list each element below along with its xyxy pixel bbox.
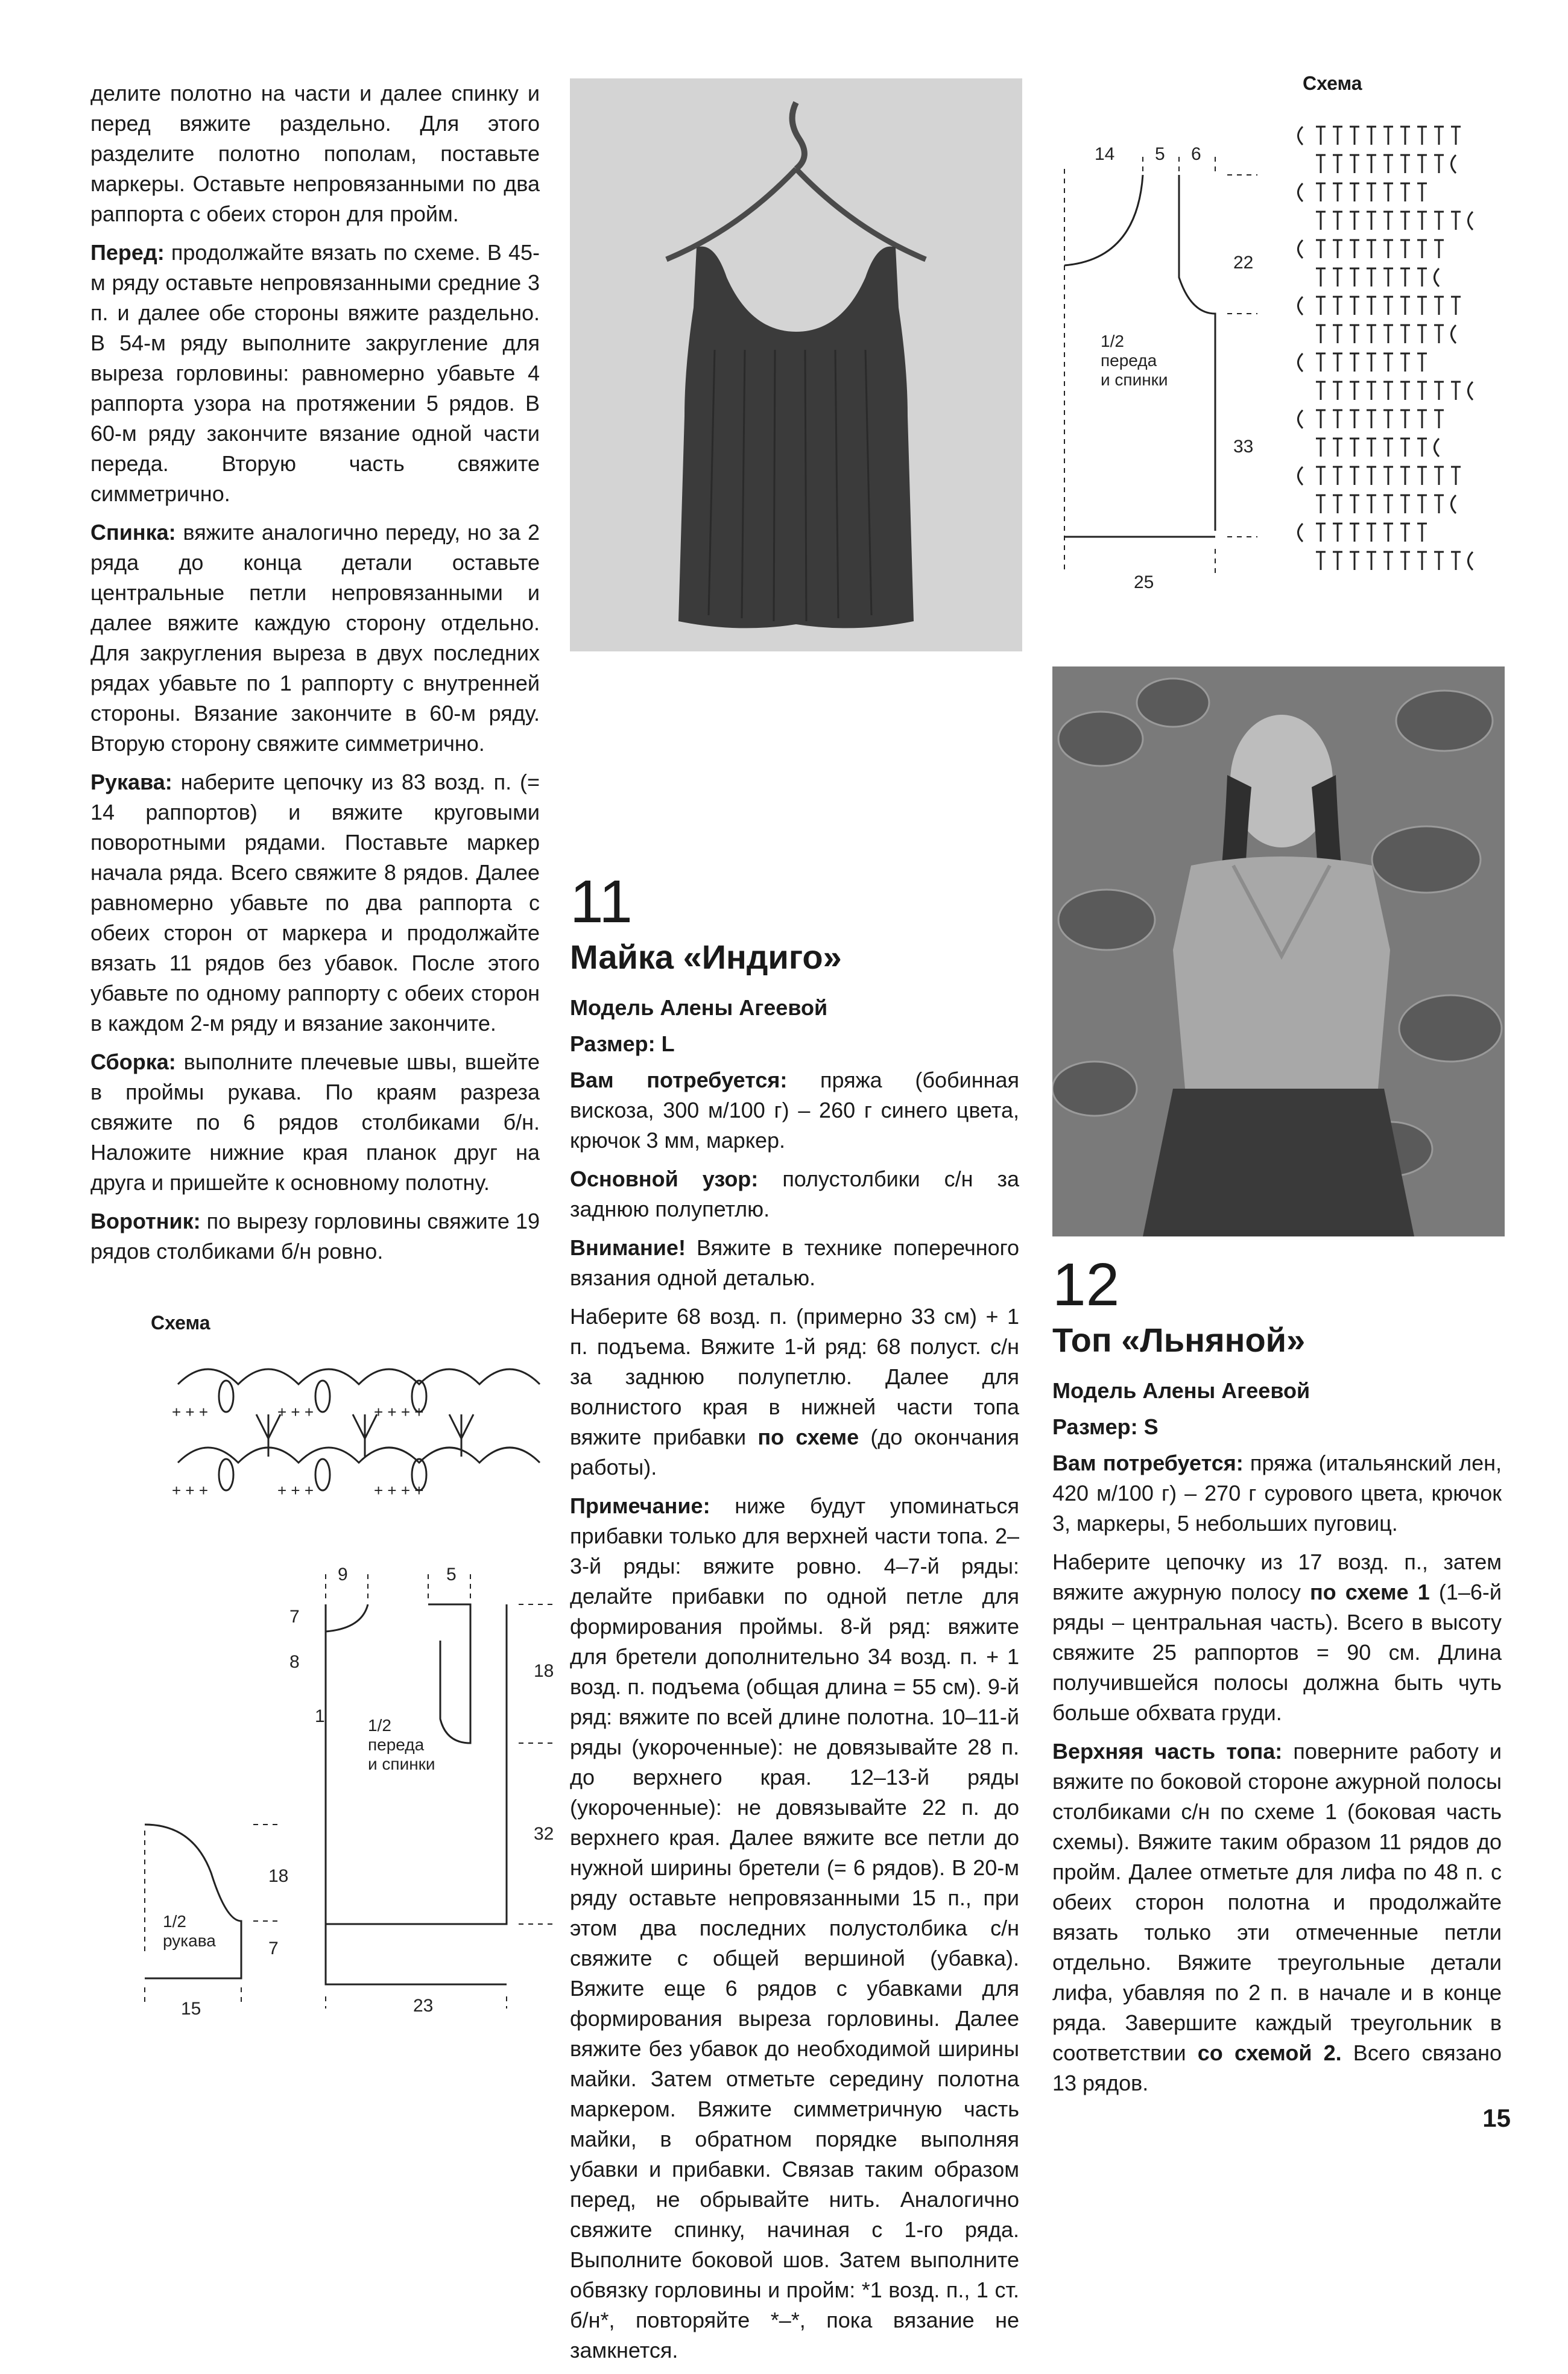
crochet-stitch-chart-right	[1285, 115, 1502, 585]
stitch-symbol	[1367, 353, 1376, 372]
stitch-symbol	[1417, 183, 1427, 201]
stitch-symbol	[1383, 297, 1393, 315]
intro-paragraph: делите полотно на части и далее спинку и перед вяжите раздельно. Для этого разделите полотно пополам, поставьте маркеры. Оставьте непровязанными по два раппорта с обеих сторон для пройм.	[90, 81, 540, 226]
stitch-symbol	[1316, 552, 1326, 570]
stitch-symbol	[1383, 155, 1393, 173]
stitch-symbol	[1350, 524, 1359, 542]
attention-text: Вяжите в технике поперечного вязания одной деталью.	[570, 1235, 1019, 1290]
sleeves-paragraph	[90, 767, 540, 1039]
stitch-symbol	[1367, 127, 1376, 145]
turn-arrow	[1298, 524, 1303, 542]
para1-c-linen: (1–6-й ряды – центральная часть). Всего в высоту свяжите 25 раппортов = 90 см. Длина получившейся полосы должна быть чуть больше обхвата груди.	[1052, 1580, 1502, 1725]
stitch-symbol	[1350, 297, 1359, 315]
stitch-symbol	[1333, 495, 1342, 513]
stitch-symbol	[1316, 297, 1326, 315]
assembly-text: выполните плечевые швы, вшейте в проймы рукава. По краям разреза свяжите по 6 рядов столбиками б/н. Наложите нижние края планок друг на друга и пришейте к основному полотну.	[90, 1049, 540, 1195]
svg-text:1/2: 1/2	[163, 1912, 186, 1931]
stitch-symbol	[1451, 212, 1461, 230]
page-number: 15	[1482, 2104, 1511, 2132]
toppart-linen	[1052, 1736, 1502, 2098]
back-paragraph	[90, 518, 540, 759]
stitch-symbol	[1400, 268, 1410, 286]
pattern-text: полустолбики с/н за заднюю полупетлю.	[570, 1166, 1019, 1221]
svg-text:+ + +: + + +	[277, 1403, 314, 1421]
materials-label: Вам потребуется:	[570, 1068, 788, 1092]
piece-label-front-back	[368, 1716, 435, 1773]
stitch-symbol	[1417, 325, 1427, 343]
stitch-symbol	[1383, 410, 1393, 428]
turn-arrow	[1298, 297, 1303, 315]
stitch-symbol	[1316, 495, 1326, 513]
stitch-symbol	[1350, 183, 1359, 201]
stitch-symbol	[1350, 155, 1359, 173]
dim-left-small: 1	[315, 1706, 325, 1726]
turn-arrow	[1452, 495, 1456, 513]
stitch-symbol	[1350, 467, 1359, 485]
stitch-symbol	[1434, 127, 1444, 145]
stitch-symbol	[1451, 382, 1461, 400]
stitch-symbol	[1367, 212, 1376, 230]
stitch-symbol	[1383, 127, 1393, 145]
turn-arrow	[1298, 353, 1303, 372]
scheme-label-left: Схема	[151, 1312, 210, 1334]
svg-text:+ + + +: + + + +	[374, 1403, 424, 1421]
stitch-symbol	[1367, 325, 1376, 343]
front-label: Перед:	[90, 240, 165, 265]
stitch-symbol	[1316, 183, 1326, 201]
stitch-symbol	[1367, 438, 1376, 457]
turn-arrow	[1468, 382, 1473, 400]
stitch-symbol	[1367, 524, 1376, 542]
stitch-symbol	[1383, 240, 1393, 258]
pattern-schematic-linen-top	[1052, 139, 1282, 609]
stitch-symbol	[1400, 353, 1410, 372]
para1-b: по схеме	[757, 1425, 859, 1449]
stitch-symbol	[1383, 495, 1393, 513]
stitch-symbol	[1400, 438, 1410, 457]
stitch-symbol	[1367, 240, 1376, 258]
pattern-indigo	[570, 1164, 1019, 1224]
stitch-symbol	[1417, 382, 1427, 400]
stitch-symbol	[1400, 183, 1410, 201]
tank-top-illustration	[570, 78, 1022, 651]
stitch-symbol	[1333, 353, 1342, 372]
top-text-b: со схемой 2.	[1197, 2040, 1342, 2065]
stitch-symbol	[1400, 410, 1410, 428]
stitch-symbol	[1316, 410, 1326, 428]
svg-text:и спинки: и спинки	[1101, 370, 1168, 389]
stitch-symbol	[1417, 438, 1427, 457]
pattern-schematic-sleeve	[121, 1806, 320, 2024]
stitch-symbol	[1434, 410, 1444, 428]
author-indigo: Модель Алены Агеевой	[570, 995, 828, 1020]
stitch-symbol	[1417, 297, 1427, 315]
svg-text:и спинки: и спинки	[368, 1755, 435, 1773]
stitch-symbol	[1383, 212, 1393, 230]
stitch-symbol	[1316, 382, 1326, 400]
sleeve-dim-width: 15	[181, 1999, 201, 2019]
turn-arrow	[1298, 183, 1303, 201]
para1-c: (до окончания работы).	[570, 1425, 1019, 1480]
stitch-symbol	[1350, 552, 1359, 570]
stitch-symbol	[1417, 552, 1427, 570]
dim-right-bottom: 32	[534, 1824, 554, 1844]
dim-right-top: 18	[534, 1661, 554, 1681]
svg-text:+ + +: + + +	[172, 1481, 208, 1499]
turn-arrow	[1298, 467, 1303, 485]
para1-linen	[1052, 1547, 1502, 1728]
materials-text-linen: пряжа (итальянский лен, 420 м/100 г) – 270 г сурового цвета, крючок 3, маркеры, 5 небольших пуговиц.	[1052, 1451, 1502, 1536]
stitch-symbol	[1451, 467, 1461, 485]
materials-label-linen: Вам потребуется:	[1052, 1451, 1244, 1475]
stitch-symbol	[1316, 524, 1326, 542]
stitch-symbol	[1350, 438, 1359, 457]
turn-arrow	[1468, 212, 1473, 230]
stitch-symbol	[1400, 127, 1410, 145]
collar-paragraph	[90, 1206, 540, 1267]
dim-bottom: 25	[1134, 572, 1154, 592]
stitch-symbol	[1417, 268, 1427, 286]
note-label: Примечание:	[570, 1493, 710, 1518]
stitch-symbol	[1417, 240, 1427, 258]
stitch-symbol	[1400, 382, 1410, 400]
stitch-symbol	[1383, 438, 1393, 457]
assembly-paragraph	[90, 1047, 540, 1198]
stitch-symbol	[1400, 240, 1410, 258]
stitch-symbol	[1367, 467, 1376, 485]
right-column-text	[1052, 1252, 1502, 2107]
materials-text: пряжа (бобинная вискоза, 300 м/100 г) – 260 г синего цвета, крючок 3 мм, маркер.	[570, 1068, 1019, 1153]
stitch-symbol	[1350, 353, 1359, 372]
stitch-symbol	[1350, 325, 1359, 343]
stitch-symbol	[1434, 552, 1444, 570]
sleeves-label: Рукава:	[90, 770, 172, 794]
stitch-symbol	[1417, 212, 1427, 230]
stitch-symbol	[1417, 467, 1427, 485]
stitch-symbol	[1333, 410, 1342, 428]
stitch-symbol	[1417, 410, 1427, 428]
size-linen: Размер: S	[1052, 1414, 1159, 1439]
stitch-symbol	[1333, 155, 1342, 173]
sleeve-dim-bottom: 7	[268, 1939, 279, 1958]
piece-label-sleeve	[163, 1912, 216, 1950]
stitch-symbol	[1367, 382, 1376, 400]
collar-label: Воротник:	[90, 1209, 201, 1233]
attention-indigo	[570, 1233, 1019, 1293]
svg-text:+ + + +: + + + +	[374, 1481, 424, 1499]
turn-arrow	[1452, 325, 1456, 343]
left-column-text	[90, 78, 540, 1275]
top-text-c: Всего связано 13 рядов.	[1052, 2040, 1502, 2095]
stitch-symbol	[1434, 495, 1444, 513]
stitch-symbol	[1333, 382, 1342, 400]
author-linen: Модель Алены Агеевой	[1052, 1378, 1310, 1403]
stitch-symbol	[1434, 212, 1444, 230]
para1-b-linen: по схеме 1	[1309, 1580, 1430, 1604]
stitch-symbol	[1333, 524, 1342, 542]
stitch-symbol	[1400, 297, 1410, 315]
stitch-symbol	[1350, 268, 1359, 286]
stitch-symbol	[1367, 495, 1376, 513]
turn-arrow	[1298, 410, 1303, 428]
sleeves-text: наберите цепочку из 83 возд. п. (= 14 раппортов) и вяжите круговыми поворотными рядами. Поставьте маркер начала ряда. Всего свяжите 8 рядов. Далее равномерно убавьте по два раппорта с обеих сторон от маркера и продолжайте вязать 11 рядов без убавок. После этого убавьте по одному раппорту с обеих сторон в каждом 2-м ряду и вязание закончите.	[90, 770, 540, 1036]
crochet-stitch-diagram-left	[172, 1348, 546, 1505]
dim-top-b: 5	[1155, 144, 1165, 164]
turn-arrow	[1435, 268, 1440, 286]
dim-top-left: 9	[338, 1565, 348, 1584]
size-indigo: Размер: L	[570, 1031, 675, 1056]
stitch-symbol	[1383, 325, 1393, 343]
stitch-symbol	[1316, 268, 1326, 286]
stitch-symbol	[1383, 552, 1393, 570]
svg-text:1/2: 1/2	[368, 1716, 391, 1735]
dim-bottom: 23	[413, 1996, 434, 2016]
dim-top-a: 14	[1095, 144, 1115, 164]
stitch-symbol	[1333, 297, 1342, 315]
stitch-symbol	[1417, 353, 1427, 372]
stitch-symbol	[1400, 325, 1410, 343]
stitch-symbol	[1316, 325, 1326, 343]
stitch-symbol	[1383, 353, 1393, 372]
top-text-a: поверните работу и вяжите по боковой стороне ажурной полосы столбиками с/н по схеме 1 (боковая часть схемы). Вяжите таким образом 11 рядов до пройм. Далее отметьте для лифа по 48 п. с обеих сторон полотна и продолжайте вязать только эти отмеченные петли отдельно. Вяжите треугольные детали лифа, убавляя по 2 п. в начале и в конце ряда. Завершите каждый треугольник в соответствии	[1052, 1739, 1502, 2065]
turn-arrow	[1452, 155, 1456, 173]
stitch-symbol	[1350, 382, 1359, 400]
stitch-symbol	[1316, 240, 1326, 258]
stitch-symbol	[1434, 467, 1444, 485]
stitch-symbol	[1400, 155, 1410, 173]
stitch-symbol	[1367, 183, 1376, 201]
piece-label-linen	[1101, 332, 1168, 389]
pattern-label: Основной узор:	[570, 1166, 759, 1191]
top-label-linen: Верхняя часть топа:	[1052, 1739, 1283, 1764]
svg-text:рукава: рукава	[163, 1931, 216, 1950]
dim-left-top: 7	[289, 1607, 300, 1627]
middle-column-text	[570, 869, 1019, 2374]
turn-arrow	[1298, 240, 1303, 258]
stitch-symbol	[1434, 325, 1444, 343]
photo-indigo-tank-top	[570, 78, 1022, 651]
stitch-symbol	[1451, 552, 1461, 570]
svg-text:переда: переда	[1101, 351, 1157, 370]
stitch-symbol	[1316, 467, 1326, 485]
dim-left-mid: 8	[289, 1652, 300, 1672]
note-text: ниже будут упоминаться прибавки только для верхней части топа. 2–3-й ряды: вяжите ровно. 4–7-й ряды: делайте прибавки по одной петле для формирования проймы. 8-й ряд: вяжите для бретели дополнительно 34 возд. п. + 1 возд. п. подъема (общая длина = 55 см). 9-й ряд: вяжите по всей длине полотна. 10–11-й ряды (укороченные): не довязывайте 28 п. до верхнего края. 12–13-й ряды (укороченные): не довязывайте 22 п. до верхнего края. Далее вяжите все петли до нужной ширины бретели (= 6 рядов). В 20-м ряду оставьте непровязанными 15 п., при этом два последних полустолбика с/н свяжите с общей вершиной (убавка). Вяжите еще 6 рядов с убавками для формирования выреза горловины. Далее вяжите без убавок до необходимой ширины майки. Затем отметьте середину полотна маркером. Вяжите симметричную часть майки, в обратном порядке выполняя убавки и прибавки. Связав таким образом перед, не обрывайте нить. Аналогично свяжите спинку, начиная с 1-го ряда. Выполните боковой шов. Затем выполните обвязку горловины и пройм: *1 возд. п., 1 ст. б/н*, повторяйте *–*, пока вязание не замкнется.	[570, 1493, 1019, 2363]
stitch-symbol	[1451, 297, 1461, 315]
stitch-symbol	[1434, 155, 1444, 173]
svg-text:1/2: 1/2	[1101, 332, 1124, 350]
stitch-symbol	[1316, 212, 1326, 230]
front-paragraph	[90, 238, 540, 509]
para1-indigo	[570, 1302, 1019, 1483]
stitch-symbol	[1400, 495, 1410, 513]
turn-arrow	[1435, 438, 1440, 457]
turn-arrow	[1298, 127, 1303, 145]
svg-text:+ + +: + + +	[172, 1403, 208, 1421]
sleeve-dim-top: 18	[268, 1866, 289, 1886]
stitch-symbol	[1350, 212, 1359, 230]
stitch-symbol	[1383, 524, 1393, 542]
stitch-symbol	[1434, 297, 1444, 315]
materials-indigo	[570, 1065, 1019, 1156]
stitch-symbol	[1383, 268, 1393, 286]
stitch-symbol	[1417, 524, 1427, 542]
stitch-symbol	[1333, 438, 1342, 457]
linen-top-illustration	[1052, 666, 1505, 1236]
collar-text: по вырезу горловины свяжите 19 рядов столбиками б/н ровно.	[90, 1209, 540, 1264]
scheme-label-right: Схема	[1303, 72, 1362, 94]
stitch-symbol	[1333, 183, 1342, 201]
stitch-symbol	[1367, 268, 1376, 286]
model-number-11: 11	[570, 868, 633, 935]
svg-text:переда: переда	[368, 1735, 425, 1754]
svg-text:+ + +: + + +	[277, 1481, 314, 1499]
stitch-symbol	[1333, 325, 1342, 343]
dim-top-c: 6	[1191, 144, 1201, 164]
stitch-symbol	[1367, 410, 1376, 428]
stitch-symbol	[1316, 353, 1326, 372]
stitch-symbol	[1316, 438, 1326, 457]
dim-top-right: 5	[446, 1565, 457, 1584]
stitch-symbol	[1451, 127, 1461, 145]
title-indigo: Майка «Индиго»	[570, 938, 842, 976]
stitch-symbol	[1333, 268, 1342, 286]
front-text: продолжайте вязать по схеме. В 45-м ряду оставьте непровязанными средние 3 п. и далее обе стороны вяжите раздельно. В 54-м ряду выполните закругление для выреза горловины: равномерно убавьте 4 раппорта узора на протяжении 5 рядов. В 60-м ряду закончите вязание одной части переда. Вторую часть свяжите симметрично.	[90, 240, 540, 506]
stitch-symbol	[1333, 552, 1342, 570]
stitch-symbol	[1367, 552, 1376, 570]
materials-linen	[1052, 1448, 1502, 1539]
stitch-symbol	[1400, 212, 1410, 230]
back-text: вяжите аналогично переду, но за 2 ряда до конца детали оставьте центральные петли непровязанными и далее вяжите каждую сторону отдельно. Для закругления выреза в двух последних рядах убавьте по 1 раппорту с внутренней стороны. Вязание закончите в 60-м ряду. Вторую сторону свяжите симметрично.	[90, 520, 540, 756]
stitch-symbol	[1383, 467, 1393, 485]
stitch-symbol	[1417, 127, 1427, 145]
stitch-symbol	[1350, 127, 1359, 145]
attention-label: Внимание!	[570, 1235, 686, 1260]
note-indigo	[570, 1491, 1019, 2366]
stitch-symbol	[1333, 467, 1342, 485]
stitch-symbol	[1417, 155, 1427, 173]
stitch-symbol	[1333, 212, 1342, 230]
stitch-symbol	[1333, 127, 1342, 145]
photo-linen-top-model	[1052, 666, 1505, 1236]
dim-right-bottom: 33	[1233, 437, 1254, 457]
stitch-symbol	[1417, 495, 1427, 513]
stitch-symbol	[1434, 382, 1444, 400]
stitch-symbol	[1316, 127, 1326, 145]
stitch-symbol	[1434, 240, 1444, 258]
stitch-symbol	[1383, 382, 1393, 400]
stitch-symbol	[1400, 467, 1410, 485]
stitch-symbol	[1316, 155, 1326, 173]
stitch-symbol	[1350, 410, 1359, 428]
title-linen: Топ «Льняной»	[1052, 1321, 1306, 1359]
stitch-symbol	[1400, 552, 1410, 570]
back-label: Спинка:	[90, 520, 176, 545]
stitch-symbol	[1333, 240, 1342, 258]
turn-arrow	[1468, 552, 1473, 570]
dim-right-top: 22	[1233, 253, 1254, 273]
para1-a: Наберите 68 возд. п. (примерно 33 см) + 1 п. подъема. Вяжите 1-й ряд: 68 полуст. с/н за заднюю полупетлю. Далее для волнистого края в нижней части топа вяжите прибавки	[570, 1304, 1019, 1449]
assembly-label: Сборка:	[90, 1049, 176, 1074]
para1-a-linen: Наберите цепочку из 17 возд. п., затем вяжите ажурную полосу	[1052, 1549, 1502, 1604]
stitch-symbol	[1383, 183, 1393, 201]
stitch-symbol	[1350, 495, 1359, 513]
stitch-symbol	[1367, 155, 1376, 173]
stitch-symbol	[1367, 297, 1376, 315]
stitch-symbol	[1400, 524, 1410, 542]
model-number-12: 12	[1052, 1251, 1120, 1318]
stitch-symbol	[1350, 240, 1359, 258]
